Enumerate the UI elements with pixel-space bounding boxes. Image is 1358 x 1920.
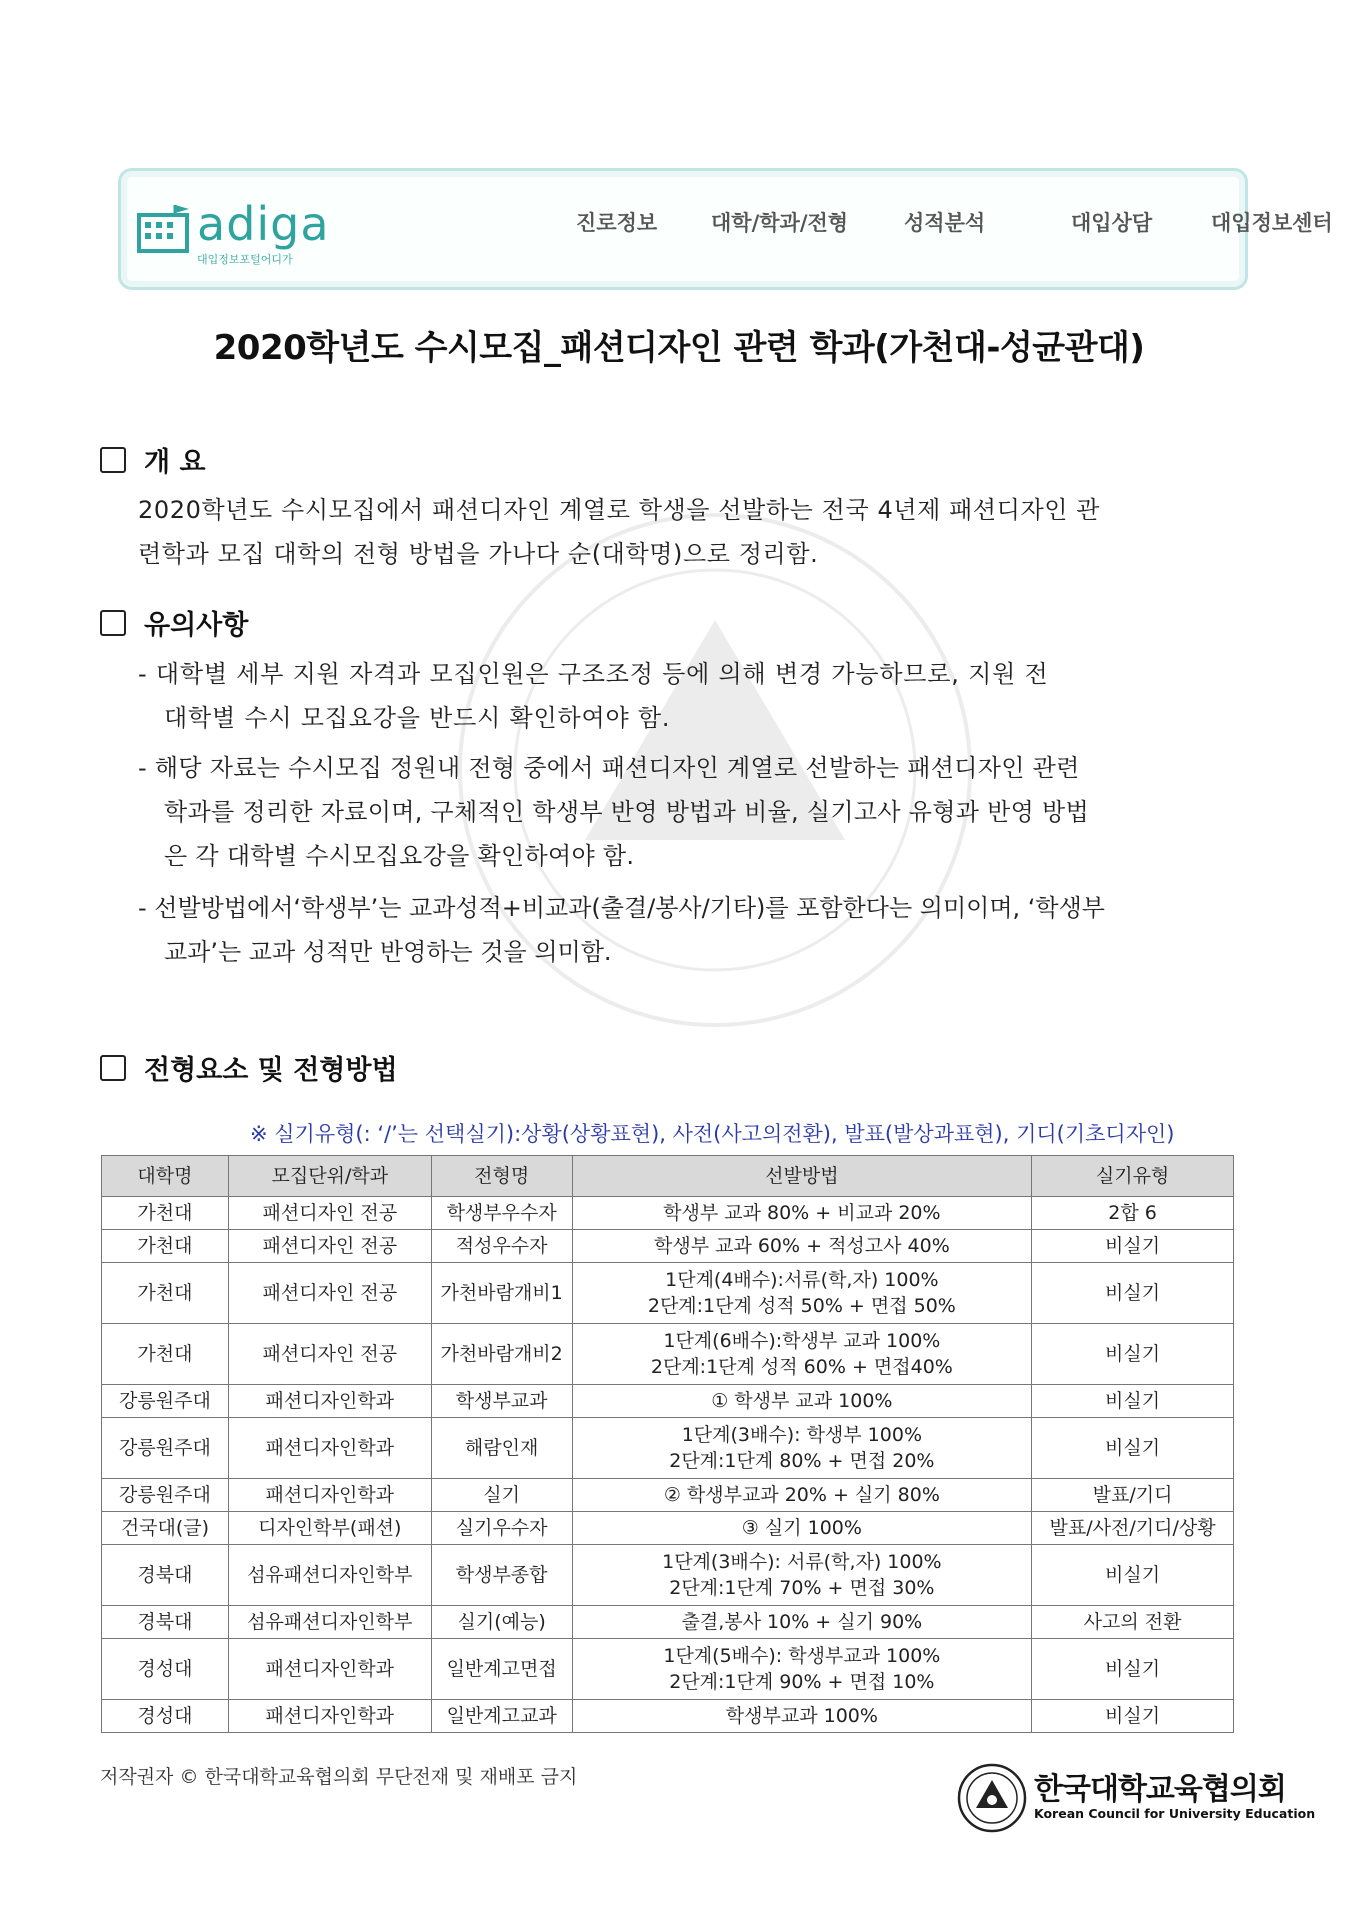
col-header-method: 선발방법 xyxy=(572,1156,1032,1197)
section-overview-title: 개 요 xyxy=(144,447,206,478)
kcue-seal-icon xyxy=(956,1762,1028,1834)
table-row xyxy=(102,1385,1234,1418)
cell-method xyxy=(572,1385,1032,1418)
cell-method xyxy=(572,1197,1032,1230)
method-line: 2단계:1단계 성적 60% + 면접40% xyxy=(650,1356,953,1378)
cell-dept: 패션디자인 전공 xyxy=(228,1197,431,1230)
method-line: 1단계(6배수):학생부 교과 100% xyxy=(663,1330,941,1352)
table-row xyxy=(102,1545,1234,1606)
cell-dept: 패션디자인 전공 xyxy=(228,1230,431,1263)
note-line: 교과’는 교과 성적만 반영하는 것을 의미함. xyxy=(164,938,612,966)
table-row xyxy=(102,1479,1234,1512)
note-line: - 선발방법에서‘학생부’는 교과성적+비교과(출결/봉사/기타)를 포함한다는 의미이며, ‘학생부 xyxy=(138,894,1105,922)
cell-practical: 비실기 xyxy=(1032,1418,1234,1479)
cell-method xyxy=(572,1479,1032,1512)
admission-table xyxy=(101,1155,1234,1733)
note-line: - 대학별 세부 지원 자격과 모집인원은 구조조정 등에 의해 변경 가능하므로, 지원 전 xyxy=(138,660,1049,688)
table-row xyxy=(102,1700,1234,1733)
cell-univ: 강릉원주대 xyxy=(102,1479,229,1512)
cell-univ: 경성대 xyxy=(102,1700,229,1733)
cell-method xyxy=(572,1230,1032,1263)
cell-univ: 건국대(글) xyxy=(102,1512,229,1545)
cell-dept: 섬유패션디자인학부 xyxy=(228,1606,431,1639)
kcue-name-en: Korean Council for University Education xyxy=(1034,1806,1316,1821)
method-line: ① 학생부 교과 100% xyxy=(711,1390,893,1412)
cell-dept: 패션디자인학과 xyxy=(228,1385,431,1418)
method-line: 2단계:1단계 70% + 면접 30% xyxy=(669,1577,935,1599)
cell-univ: 가천대 xyxy=(102,1197,229,1230)
table-body xyxy=(102,1197,1234,1733)
cell-practical: 비실기 xyxy=(1032,1700,1234,1733)
cell-type: 해람인재 xyxy=(431,1418,572,1479)
cell-dept: 패션디자인학과 xyxy=(228,1639,431,1700)
cell-univ: 가천대 xyxy=(102,1324,229,1385)
cell-univ: 경북대 xyxy=(102,1606,229,1639)
cell-dept: 패션디자인 전공 xyxy=(228,1263,431,1324)
note-line: 은 각 대학별 수시모집요강을 확인하여야 함. xyxy=(164,842,635,870)
section-method-heading xyxy=(100,1048,398,1087)
section-notes-title: 유의사항 xyxy=(144,610,249,641)
method-line: 학생부 교과 60% + 적성고사 40% xyxy=(653,1235,950,1257)
cell-dept: 디자인학부(패션) xyxy=(228,1512,431,1545)
cell-method xyxy=(572,1512,1032,1545)
col-header-dept: 모집단위/학과 xyxy=(228,1156,431,1197)
method-line: 학생부 교과 80% + 비교과 20% xyxy=(663,1202,941,1224)
cell-type: 학생부우수자 xyxy=(431,1197,572,1230)
cell-type: 실기(예능) xyxy=(431,1606,572,1639)
cell-type: 일반계고면접 xyxy=(431,1639,572,1700)
nav-info-center[interactable]: 대입정보센터 xyxy=(1211,211,1333,235)
cell-univ: 가천대 xyxy=(102,1230,229,1263)
table-row xyxy=(102,1197,1234,1230)
adiga-logo[interactable] xyxy=(135,197,345,267)
table-row xyxy=(102,1418,1234,1479)
cell-practical: 비실기 xyxy=(1032,1545,1234,1606)
cell-type: 적성우수자 xyxy=(431,1230,572,1263)
cell-univ: 강릉원주대 xyxy=(102,1385,229,1418)
table-header-row xyxy=(102,1156,1234,1197)
note-bullet-1 xyxy=(138,652,1049,740)
checkbox-square-icon xyxy=(100,447,126,473)
method-line: 1단계(3배수): 서류(학,자) 100% xyxy=(662,1551,942,1573)
method-line: 1단계(4배수):서류(학,자) 100% xyxy=(665,1269,939,1291)
cell-univ: 강릉원주대 xyxy=(102,1418,229,1479)
cell-practical: 2합 6 xyxy=(1032,1197,1234,1230)
building-icon xyxy=(135,203,193,257)
cell-dept: 섬유패션디자인학부 xyxy=(228,1545,431,1606)
cell-method xyxy=(572,1418,1032,1479)
cell-method xyxy=(572,1263,1032,1324)
cell-practical: 비실기 xyxy=(1032,1639,1234,1700)
cell-type: 실기우수자 xyxy=(431,1512,572,1545)
cell-univ: 경성대 xyxy=(102,1639,229,1700)
note-line: - 해당 자료는 수시모집 정원내 전형 중에서 패션디자인 계열로 선발하는 패션디자인 관련 xyxy=(138,754,1080,782)
top-nav xyxy=(421,207,1333,247)
cell-practical: 비실기 xyxy=(1032,1385,1234,1418)
copyright-text: 저작권자 © 한국대학교육협의회 무단전재 및 재배포 금지 xyxy=(100,1766,578,1788)
method-line: 1단계(5배수): 학생부교과 100% xyxy=(663,1645,941,1667)
table-row xyxy=(102,1263,1234,1324)
method-line: 학생부교과 100% xyxy=(725,1705,878,1727)
col-header-practical: 실기유형 xyxy=(1032,1156,1234,1197)
kcue-logo xyxy=(956,1762,1316,1836)
header-banner xyxy=(118,168,1333,290)
method-line: 출결,봉사 10% + 실기 90% xyxy=(681,1611,923,1633)
cell-method xyxy=(572,1545,1032,1606)
overview-line: 2020학년도 수시모집에서 패션디자인 계열로 학생을 선발하는 전국 4년제 패션디자인 관 xyxy=(138,496,1101,524)
method-line: ③ 실기 100% xyxy=(741,1517,862,1539)
nav-score[interactable]: 성적분석 xyxy=(904,211,986,235)
note-line: 학과를 정리한 자료이며, 구체적인 학생부 반영 방법과 비율, 실기고사 유형과 반영 방법 xyxy=(164,798,1090,826)
cell-method xyxy=(572,1700,1032,1733)
cell-practical: 발표/기디 xyxy=(1032,1479,1234,1512)
note-line: 대학별 수시 모집요강을 반드시 확인하여야 함. xyxy=(164,704,671,732)
cell-dept: 패션디자인학과 xyxy=(228,1700,431,1733)
method-line: ② 학생부교과 20% + 실기 80% xyxy=(663,1484,940,1506)
overview-text xyxy=(138,488,1268,576)
kcue-name-kr: 한국대학교육협의회 xyxy=(1034,1772,1286,1807)
overview-line: 련학과 모집 대학의 전형 방법을 가나다 순(대학명)으로 정리함. xyxy=(138,540,819,568)
cell-dept: 패션디자인 전공 xyxy=(228,1324,431,1385)
method-line: 2단계:1단계 90% + 면접 10% xyxy=(669,1671,935,1693)
cell-type: 학생부종합 xyxy=(431,1545,572,1606)
col-header-univ: 대학명 xyxy=(102,1156,229,1197)
table-row xyxy=(102,1230,1234,1263)
method-line: 2단계:1단계 성적 50% + 면접 50% xyxy=(647,1295,956,1317)
cell-type: 일반계고교과 xyxy=(431,1700,572,1733)
cell-practical: 발표/사전/기디/상황 xyxy=(1032,1512,1234,1545)
cell-type: 실기 xyxy=(431,1479,572,1512)
nav-university[interactable]: 대학/학과/전형 xyxy=(711,211,849,235)
practical-type-note: ※ 실기유형(: ‘/’는 선택실기):상황(상황표현), 사전(사고의전환), 발표(발상과표현), 기디(기초디자인) xyxy=(250,1122,1175,1146)
cell-type: 학생부교과 xyxy=(431,1385,572,1418)
method-line: 2단계:1단계 80% + 면접 20% xyxy=(669,1450,935,1472)
note-bullet-3 xyxy=(138,886,1105,974)
cell-practical: 비실기 xyxy=(1032,1230,1234,1263)
cell-univ: 경북대 xyxy=(102,1545,229,1606)
checkbox-square-icon xyxy=(100,610,126,636)
nav-counsel[interactable]: 대입상담 xyxy=(1071,211,1153,235)
table-row xyxy=(102,1512,1234,1545)
table-row xyxy=(102,1639,1234,1700)
section-overview-heading xyxy=(100,440,206,479)
cell-method xyxy=(572,1639,1032,1700)
cell-univ: 가천대 xyxy=(102,1263,229,1324)
logo-wordmark: adiga xyxy=(197,197,330,251)
section-notes-heading xyxy=(100,603,248,642)
cell-method xyxy=(572,1606,1032,1639)
method-line: 1단계(3배수): 학생부 100% xyxy=(681,1424,922,1446)
cell-practical: 비실기 xyxy=(1032,1324,1234,1385)
cell-practical: 사고의 전환 xyxy=(1032,1606,1234,1639)
nav-career[interactable]: 진로정보 xyxy=(576,211,658,235)
logo-subtitle: 대입정보포털어디가 xyxy=(197,253,293,266)
cell-method xyxy=(572,1324,1032,1385)
cell-type: 가천바람개비2 xyxy=(431,1324,572,1385)
cell-type: 가천바람개비1 xyxy=(431,1263,572,1324)
section-method-title: 전형요소 및 전형방법 xyxy=(144,1055,398,1086)
col-header-type: 전형명 xyxy=(431,1156,572,1197)
note-bullet-2 xyxy=(138,746,1089,878)
cell-practical: 비실기 xyxy=(1032,1263,1234,1324)
cell-dept: 패션디자인학과 xyxy=(228,1418,431,1479)
cell-dept: 패션디자인학과 xyxy=(228,1479,431,1512)
table-row xyxy=(102,1606,1234,1639)
page-title: 2020학년도 수시모집_패션디자인 관련 학과(가천대-성균관대) xyxy=(213,328,1145,368)
checkbox-square-icon xyxy=(100,1055,126,1081)
table-row xyxy=(102,1324,1234,1385)
